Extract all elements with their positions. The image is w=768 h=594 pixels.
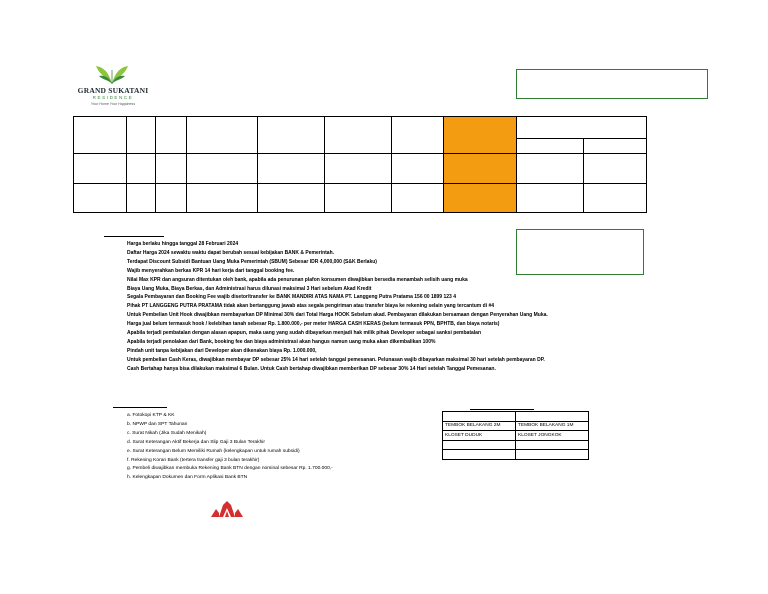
table-cell: [187, 154, 258, 184]
table-cell: [74, 117, 127, 154]
butterfly-leaf-icon: [94, 62, 130, 86]
table-cell: [127, 117, 156, 154]
list-item: b. NPWP dan SPT Tahunan: [127, 421, 188, 427]
note-line: Harga jual belum termasuk hook / kelebihan tanah sebesar Rp. 1.800.000,- per meter HARGA CASH KERAS (belum termasuk PPN, BPHTB, dan biaya notaris): [127, 321, 500, 328]
grand-sukatani-logo: [72, 62, 154, 112]
list-item: c. Surat Nikah (Jika Sudah Menikah): [127, 430, 207, 436]
table-cell: [156, 184, 187, 213]
note-line: Nilai Max KPR dan angsuran ditentukan oleh bank, apabila ada penurunan plafon konsumen diwajibkan bersedia menambah selisih uang muka: [127, 276, 468, 283]
table-cell: [516, 412, 589, 422]
list-item: d. Surat Keterangan Aktif Bekerja dan Slip Gaji 3 Bulan Terakhir: [127, 439, 266, 445]
table-cell: TEMBOK BELAKANG 2M: [443, 421, 516, 431]
table-row: [74, 154, 647, 184]
brand-name: GRAND SUKATANI: [77, 86, 149, 95]
table-cell: [443, 412, 516, 422]
note-line: Harga berlaku hingga tanggal 28 Februari 2024: [127, 241, 239, 247]
table-cell: [127, 184, 156, 213]
table-cell: [584, 184, 647, 213]
table-cell: [325, 117, 392, 154]
table-cell: [127, 154, 156, 184]
table-cell: [517, 184, 584, 213]
table-cell: [258, 184, 325, 213]
table-cell-highlight: [444, 117, 517, 154]
table-cell: [156, 154, 187, 184]
table-row: [443, 440, 589, 450]
table-cell: [584, 139, 647, 154]
table-cell: [187, 117, 258, 154]
table-row: [443, 412, 589, 422]
table-cell: [517, 139, 584, 154]
section-divider: [113, 407, 167, 408]
price-table: [73, 116, 647, 213]
table-cell: [516, 450, 589, 460]
note-line: Untuk pembelian Cash Keras, diwajibkan membayar DP sebesar 25% 14 hari setelah tanggal pemesanan. Pelunasan wajib dibayarkan maksimal 30 hari setelah pembayaran DP.: [127, 356, 545, 363]
table-cell: KLOSET JONGKOK: [516, 431, 589, 441]
table-cell: [258, 117, 325, 154]
list-item: h. Kelengkapan Dokumen dan Form Aplikasi Bank BTN: [127, 475, 248, 481]
table-cell: [258, 154, 325, 184]
table-cell: [74, 184, 127, 213]
note-line: Untuk Pembelian Unit Hook diwajibkan membayarkan DP Minimal 30% dari Total Harga HOOK Sebelum akad. Pembayaran dilakukan bersamaan dengan Penyerahan Uang Muka.: [127, 312, 548, 319]
note-line: Apabila terjadi pembatalan dengan alasan apapun, maka uang yang sudah dibayarkan menjadi hak milik pihak Developer sebagai sanksi pembatalan: [127, 330, 482, 337]
table-cell: [584, 154, 647, 184]
table-cell: KLOSET DUDUK: [443, 431, 516, 441]
table-cell: [187, 184, 258, 213]
list-item: f. Rekening Koran Bank (tertera transfer gaji 3 bulan terakhir): [127, 457, 260, 463]
table-row: [74, 184, 647, 213]
table-cell: [392, 154, 444, 184]
note-line: Segala Pembayaran dan Booking Fee wajib disetor/transfer ke BANK MANDIRI ATAS NAMA PT. Langgeng Putra Pratama 156 00 1899 123 4: [127, 294, 456, 301]
table-cell: [392, 117, 444, 154]
green-outline-box-top: [516, 69, 708, 99]
list-item: e. Surat Keterangan Belum Memiliki Rumah (kelengkapan untuk rumah subsidi): [127, 448, 300, 454]
table-cell: [443, 440, 516, 450]
table-cell: [325, 184, 392, 213]
developer-logo-icon: [210, 500, 244, 518]
list-item: g. Pembeli diwajibkan membuka Rekening Bank BTN dengan nominal sebesar Rp. 1.700.000,-: [127, 466, 333, 472]
table-cell: [74, 154, 127, 184]
table-row: [443, 450, 589, 460]
terms-notes: [127, 240, 607, 374]
table-cell-highlight: [444, 184, 517, 213]
note-line: Biaya Uang Muka, Biaya Berkas, dan Administrasi harus dilunasi maksimal 3 Hari sebelum Akad Kredit: [127, 285, 372, 292]
table-cell: [517, 117, 647, 139]
table-row: [74, 117, 647, 139]
note-line: Apabila terjadi penolakan dari Bank, booking fee dan biaya administrasi akan hangus namun uang muka akan dikembalikan 100%: [127, 338, 436, 345]
note-line: Wajib menyerahkan berkas KPR 14 hari kerja dari tanggal booking fee.: [127, 267, 295, 274]
note-line: Terdapat Discount Subsidi Bantuan Uang Muka Pemerintah (SBUM) Sebesar IDR 4,000,000 (S&K Berlaku): [127, 258, 377, 265]
spec-table: [442, 411, 589, 460]
table-row: [443, 431, 589, 441]
note-line: Daftar Harga 2024 sewaktu waktu dapat berubah sesuai kebijakan BANK & Pemerintah.: [127, 249, 335, 256]
table-cell: [325, 154, 392, 184]
table-cell: [517, 154, 584, 184]
table-cell: [443, 450, 516, 460]
required-documents-list: [127, 412, 427, 483]
brand-tagline: Your Home Your Happiness: [90, 102, 136, 106]
section-divider: [470, 409, 534, 410]
table-cell: TEMBOK BELAKANG 1M: [516, 421, 589, 431]
note-line: Pindah unit tanpa kebijakan dari Developer akan dikenakan biaya Rp. 1.000.000,: [127, 347, 317, 354]
table-cell: [392, 184, 444, 213]
table-row: [443, 421, 589, 431]
list-item: a. Fotokopi KTP & KK: [127, 413, 175, 418]
table-cell: [516, 440, 589, 450]
section-divider: [104, 236, 164, 237]
note-line: Pihak PT LANGGENG PUTRA PRATAMA tidak akan bertanggung jawab atas segala pengiriman atau transfer biaya ke rekening selain yang tercantum di #4: [127, 303, 495, 310]
note-line: Cash Bertahap hanya bisa dilakukan maksimal 6 Bulan. Untuk Cash bertahap diwajibkan memberikan DP sebesar 30% 14 Hari setelah Tanggal Pemesanan.: [127, 365, 496, 372]
table-cell: [156, 117, 187, 154]
table-cell-highlight: [444, 154, 517, 184]
brand-subtitle: RESIDENCE: [92, 95, 134, 100]
